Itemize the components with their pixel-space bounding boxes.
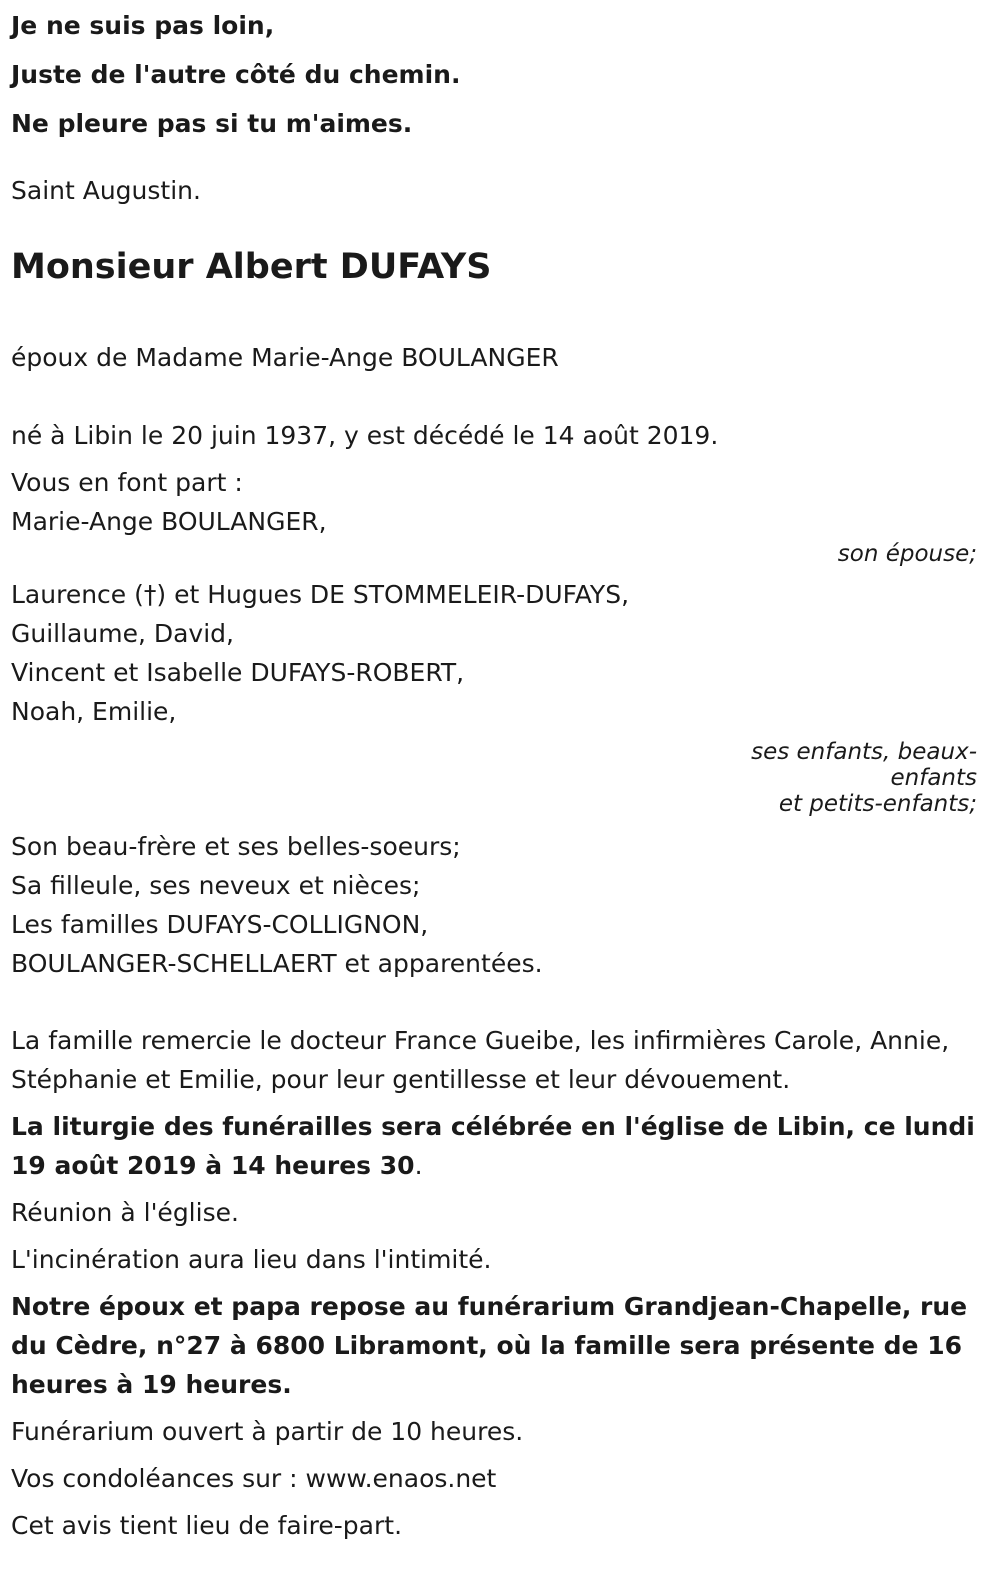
notice-line: Cet avis tient lieu de faire-part. xyxy=(11,1511,403,1540)
spouse-line: époux de Madame Marie-Ange BOULANGER xyxy=(11,343,559,372)
meeting-line: Réunion à l'église. xyxy=(11,1198,239,1227)
poem-line: Juste de l'autre côté du chemin. xyxy=(11,60,461,89)
children-relation xyxy=(717,739,977,817)
deceased-name: Monsieur Albert DUFAYS xyxy=(11,247,492,287)
list-item: Guillaume, David, xyxy=(11,619,234,648)
thanks-paragraph: La famille remercie le docteur France Gueibe, les infirmières Carole, Annie, Stéphanie et Emilie, pour leur gentillesse et leur dévouement. xyxy=(11,1026,950,1094)
list-item: Sa filleule, ses neveux et nièces; xyxy=(11,871,421,900)
condolences-line: Vos condoléances sur : www.enaos.net xyxy=(11,1464,497,1493)
liturgy-text: La liturgie des funérailles sera célébrée en l'église de Libin, ce lundi 19 août 2019 à 14 heures 30 xyxy=(11,1112,975,1180)
poem-line: Ne pleure pas si tu m'aimes. xyxy=(11,109,413,138)
poem xyxy=(11,6,977,210)
obituary-notice xyxy=(11,6,977,1545)
announcement xyxy=(11,463,977,983)
relation-line: ses enfants, beaux- xyxy=(751,739,977,765)
list-item: Les familles DUFAYS-COLLIGNON, xyxy=(11,910,429,939)
poem-attribution: Saint Augustin. xyxy=(11,176,201,205)
spouse-name: Marie-Ange BOULANGER, xyxy=(11,507,327,536)
poem-line: Je ne suis pas loin, xyxy=(11,11,275,40)
list-item: Vincent et Isabelle DUFAYS-ROBERT, xyxy=(11,658,465,687)
funerarium-paragraph: Notre époux et papa repose au funérarium Grandjean-Chapelle, rue du Cèdre, n°27 à 6800 Libramont, où la famille sera présente de 16 heures à 19 heures. xyxy=(11,1292,968,1399)
spouse-relation: son épouse; xyxy=(837,541,977,567)
children-list xyxy=(11,575,977,731)
birth-death-line: né à Libin le 20 juin 1937, y est décédé le 14 août 2019. xyxy=(11,421,719,450)
liturgy-end: . xyxy=(414,1151,423,1180)
list-item: Noah, Emilie, xyxy=(11,697,177,726)
relation-line: et petits-enfants; xyxy=(778,791,977,817)
relation-line: enfants xyxy=(890,765,977,791)
opening-hours-line: Funérarium ouvert à partir de 10 heures. xyxy=(11,1417,524,1446)
cremation-line: L'incinération aura lieu dans l'intimité. xyxy=(11,1245,492,1274)
list-item: BOULANGER-SCHELLAERT et apparentées. xyxy=(11,949,543,978)
list-item: Son beau-frère et ses belles-soeurs; xyxy=(11,832,461,861)
list-item: Laurence (†) et Hugues DE STOMMELEIR-DUFAYS, xyxy=(11,580,630,609)
announcement-intro: Vous en font part : xyxy=(11,468,243,497)
liturgy-paragraph xyxy=(11,1107,977,1185)
other-relatives xyxy=(11,827,977,983)
